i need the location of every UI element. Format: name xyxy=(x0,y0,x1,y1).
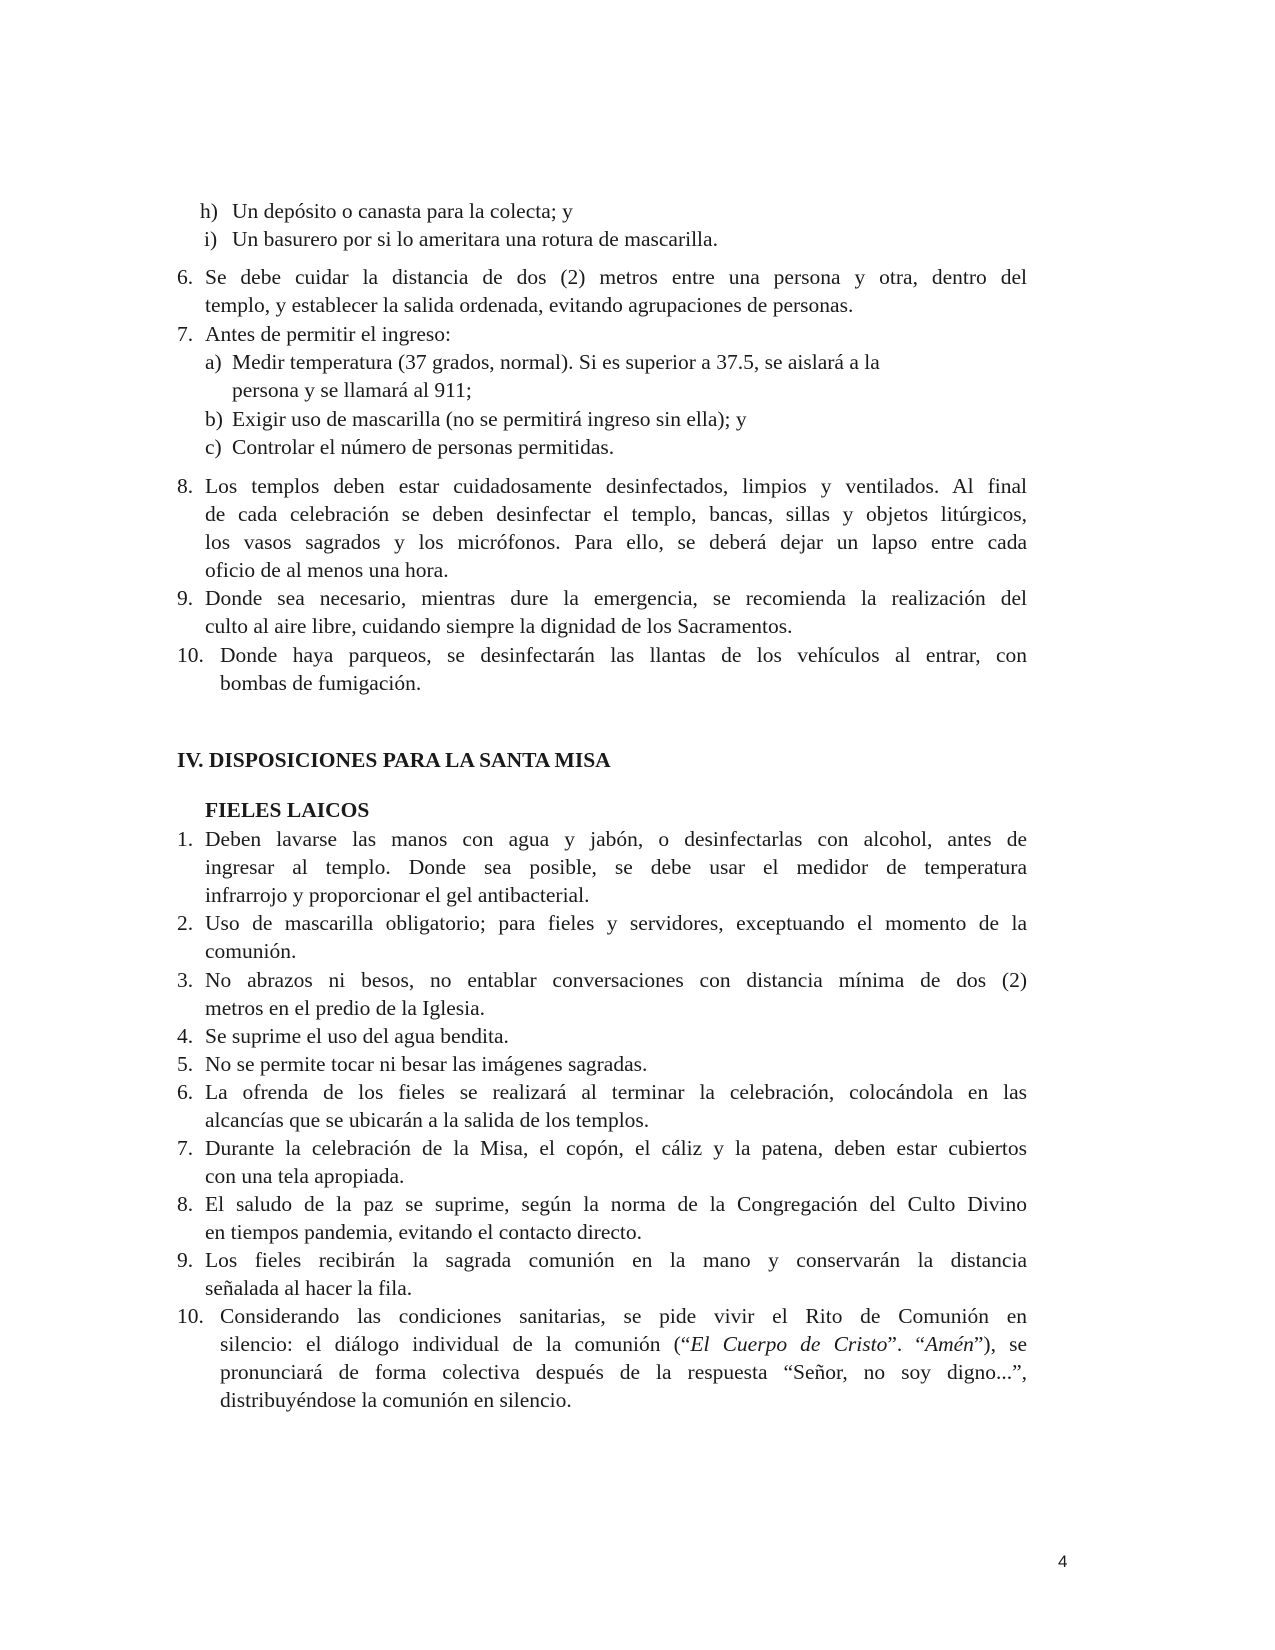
list-marker: 7. xyxy=(177,322,194,346)
list-item-line: Controlar el número de personas permitidas. xyxy=(232,435,615,459)
list-marker: b) xyxy=(205,407,223,431)
list-item-line: de cada celebración se deben desinfectar el templo, bancas, sillas y objetos litúrgicos, xyxy=(205,502,1027,526)
list-item-line: La ofrenda de los fieles se realizará al terminar la celebración, colocándola en las xyxy=(205,1080,1027,1104)
list-item-line: Antes de permitir el ingreso: xyxy=(205,322,451,346)
list-item-line: Deben lavarse las manos con agua y jabón, o desinfectarlas con alcohol, antes de xyxy=(205,827,1027,851)
section-heading: IV. DISPOSICIONES PARA LA SANTA MISA xyxy=(177,748,611,772)
quote-italic: El Cuerpo de Cristo xyxy=(690,1332,888,1356)
list-marker: 10. xyxy=(177,1304,204,1328)
page-number: 4 xyxy=(1058,1552,1068,1571)
list-marker: 6. xyxy=(177,265,194,289)
list-item-line: culto al aire libre, cuidando siempre la dignidad de los Sacramentos. xyxy=(205,614,793,638)
list-item-line: infrarrojo y proporcionar el gel antibacterial. xyxy=(205,883,590,907)
list-item-line: No se permite tocar ni besar las imágenes sagradas. xyxy=(205,1052,648,1076)
list-marker: 10. xyxy=(177,643,204,667)
list-item-line: Los fieles recibirán la sagrada comunión en la mano y conservarán la distancia xyxy=(205,1248,1027,1272)
list-item-line: oficio de al menos una hora. xyxy=(205,558,449,582)
list-item-line: en tiempos pandemia, evitando el contacto directo. xyxy=(205,1220,643,1244)
list-item-line: Donde haya parqueos, se desinfectarán las llantas de los vehículos al entrar, con xyxy=(220,643,1027,667)
list-marker: 9. xyxy=(177,586,194,610)
text-run: ”. “ xyxy=(887,1332,925,1356)
list-item-line: ingresar al templo. Donde sea posible, se debe usar el medidor de temperatura xyxy=(205,855,1027,879)
list-marker: 5. xyxy=(177,1052,194,1076)
list-item-line-with-quote xyxy=(220,1330,1027,1359)
list-item-line: persona y se llamará al 911; xyxy=(232,378,472,402)
list-item-line: Uso de mascarilla obligatorio; para fieles y servidores, exceptuando el momento de la xyxy=(205,911,1027,935)
text-run: silencio: el diálogo individual de la comunión (“ xyxy=(220,1332,691,1356)
list-marker: 4. xyxy=(177,1024,194,1048)
list-item-line: Durante la celebración de la Misa, el copón, el cáliz y la patena, deben estar cubiertos xyxy=(205,1136,1027,1160)
list-marker: 9. xyxy=(177,1248,194,1272)
list-marker: h) xyxy=(200,199,218,223)
list-item-line: El saludo de la paz se suprime, según la norma de la Congregación del Culto Divino xyxy=(205,1192,1027,1216)
quote-italic: Amén xyxy=(924,1332,974,1356)
list-item-line: bombas de fumigación. xyxy=(220,671,422,695)
list-marker: c) xyxy=(205,435,222,459)
list-marker: 8. xyxy=(177,1192,194,1216)
list-item-line: Se suprime el uso del agua bendita. xyxy=(205,1024,509,1048)
list-item: Un depósito o canasta para la colecta; y xyxy=(232,199,573,223)
list-item-line: comunión. xyxy=(205,939,297,963)
list-marker: i) xyxy=(204,227,218,251)
list-item-line: templo, y establecer la salida ordenada, evitando agrupaciones de personas. xyxy=(205,293,854,317)
subsection-heading: FIELES LAICOS xyxy=(205,798,370,822)
list-item-line: metros en el predio de la Iglesia. xyxy=(205,996,485,1020)
list-marker: 3. xyxy=(177,968,194,992)
list-marker: 2. xyxy=(177,911,194,935)
list-marker: 6. xyxy=(177,1080,194,1104)
list-marker: a) xyxy=(205,350,222,374)
list-item-line: Exigir uso de mascarilla (no se permitirá ingreso sin ella); y xyxy=(232,407,747,431)
list-item: Un basurero por si lo ameritara una rotura de mascarilla. xyxy=(232,227,718,251)
list-item-line: Medir temperatura (37 grados, normal). Si es superior a 37.5, se aislará a la xyxy=(232,350,880,374)
list-item-line: alcancías que se ubicarán a la salida de los templos. xyxy=(205,1108,650,1132)
list-marker: 8. xyxy=(177,474,194,498)
list-item-line: señalada al hacer la fila. xyxy=(205,1276,413,1300)
list-item-line: Considerando las condiciones sanitarias, se pide vivir el Rito de Comunión en xyxy=(220,1304,1027,1328)
list-item-line: con una tela apropiada. xyxy=(205,1164,405,1188)
list-item-line: distribuyéndose la comunión en silencio. xyxy=(220,1388,572,1412)
list-item-line: No abrazos ni besos, no entablar conversaciones con distancia mínima de dos (2) xyxy=(205,968,1027,992)
list-item-line: pronunciará de forma colectiva después de la respuesta “Señor, no soy digno...”, xyxy=(220,1360,1027,1384)
list-item-line: los vasos sagrados y los micrófonos. Para ello, se deberá dejar un lapso entre cada xyxy=(205,530,1027,554)
list-marker: 1. xyxy=(177,827,194,851)
list-item-line: Se debe cuidar la distancia de dos (2) metros entre una persona y otra, dentro del xyxy=(205,265,1027,289)
list-marker: 7. xyxy=(177,1136,194,1160)
list-item-line: Los templos deben estar cuidadosamente desinfectados, limpios y ventilados. Al final xyxy=(205,474,1027,498)
list-item-line: Donde sea necesario, mientras dure la emergencia, se recomienda la realización del xyxy=(205,586,1027,610)
text-run: ”), se xyxy=(973,1332,1027,1356)
